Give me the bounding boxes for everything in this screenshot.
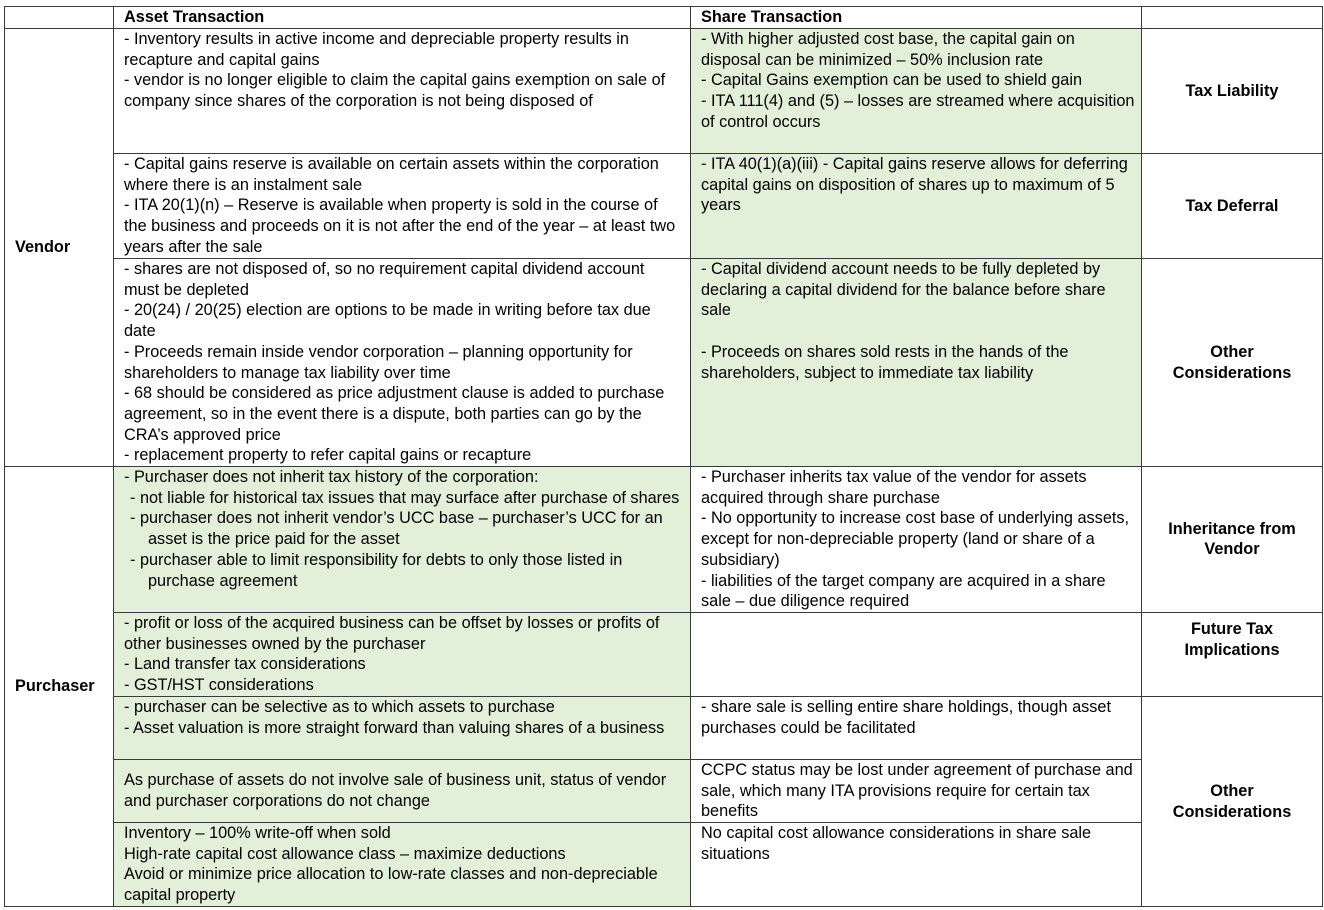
purchaser-other-asset-cell-2 (114, 759, 691, 822)
text-line: - Proceeds on shares sold rests in the hands of the shareholders, subject to immediate tax liability (701, 342, 1069, 382)
text-line: - Capital dividend account needs to be fully depleted by declaring a capital dividend for the balance before share sale (701, 260, 1106, 320)
category-tax-liability: Tax Liability (1142, 29, 1323, 154)
purchaser-inheritance-row (5, 467, 1323, 613)
purchaser-other-row-2 (5, 759, 1323, 822)
blank-line (701, 321, 1135, 342)
text-line: Avoid or minimize price allocation to low-rate classes and non-depreciable capital property (124, 865, 658, 905)
vendor-tax-liability-share-cell (691, 29, 1142, 154)
comparison-table (4, 6, 1323, 907)
header-blank (5, 7, 114, 29)
text-line: - Purchaser does not inherit tax history of the corporation: (124, 468, 539, 487)
purchaser-other-row-3 (5, 823, 1323, 907)
text-line: - vendor is no longer eligible to claim the capital gains exemption on sale of company since shares of the corporation is not being disposed of (124, 71, 666, 111)
purchaser-inheritance-share-cell (691, 467, 1142, 613)
vendor-tax-liability-row (5, 29, 1323, 154)
category-future-tax-implications: Future Tax Implications (1142, 612, 1323, 696)
purchaser-label: Purchaser (5, 467, 114, 907)
text-line: No capital cost allowance considerations in share sale situations (701, 824, 1092, 863)
purchaser-other-asset-cell-3 (114, 823, 691, 907)
sub-bullet-text: - purchaser able to limit responsibility for debts to only those listed in purchase agreement (130, 550, 623, 590)
header-share-transaction: Share Transaction (691, 7, 1142, 29)
text-line: - Capital gains reserve is available on certain assets within the corporation where there is an instalment sale (124, 155, 659, 194)
vendor-tax-deferral-row (5, 154, 1323, 259)
sub-bullet (124, 488, 684, 509)
purchaser-inheritance-asset-cell (114, 467, 691, 613)
text-line: - shares are not disposed of, so no requirement capital dividend account must be depleted (124, 260, 645, 299)
category-other-considerations-purchaser: Other Considerations (1142, 696, 1323, 906)
text-line: - No opportunity to increase cost base of underlying assets, except for non-depreciable property (land or share of a subsidiary) (701, 509, 1130, 569)
vendor-label: Vendor (5, 29, 114, 467)
purchaser-future-asset-cell (114, 612, 691, 696)
text-line: - GST/HST considerations (124, 676, 314, 695)
text-line: - Purchaser inherits tax value of the vendor for assets acquired through share purchase (701, 468, 1087, 507)
text-line: As purchase of assets do not involve sale of business unit, status of vendor and purchaser corporations do not change (124, 771, 667, 810)
text-line: - profit or loss of the acquired business can be offset by losses or profits of other businesses owned by the purchaser (124, 613, 660, 653)
text-line: - purchaser can be selective as to which assets to purchase (124, 697, 555, 716)
text-line: Inventory – 100% write-off when sold (124, 824, 391, 843)
sub-bullet-text: - not liable for historical tax issues that may surface after purchase of shares (130, 488, 680, 507)
text-line: CCPC status may be lost under agreement of purchase and sale, which many ITA provisions require for certain tax benefits (701, 760, 1133, 821)
header-asset-transaction: Asset Transaction (114, 7, 691, 29)
text-line: - Capital Gains exemption can be used to shield gain (701, 71, 1083, 90)
sub-bullet (124, 508, 684, 549)
vendor-other-asset-cell (114, 259, 691, 467)
sub-bullet (124, 550, 684, 591)
sub-bullet-text: - purchaser does not inherit vendor’s UCC base – purchaser’s UCC for an asset is the price paid for the asset (130, 509, 663, 549)
text-line: - 68 should be considered as price adjustment clause is added to purchase agreement, so in the event there is a dispute, both parties can go by the CRA’s approved price (124, 384, 665, 444)
text-line: - Land transfer tax considerations (124, 655, 366, 674)
category-inheritance-from-vendor: Inheritance from Vendor (1142, 467, 1323, 613)
text-line: - replacement property to refer capital gains or recapture (124, 446, 532, 465)
text-line: - ITA 40(1)(a)(iii) - Capital gains reserve allows for deferring capital gains on disposition of shares up to maximum of 5 years (701, 155, 1128, 215)
header-row (5, 7, 1323, 29)
text-line: - 20(24) / 20(25) election are options to be made in writing before tax due date (124, 301, 651, 341)
text-line: - Proceeds remain inside vendor corporation – planning opportunity for shareholders to manage tax liability over time (124, 342, 633, 382)
text-line: - ITA 20(1)(n) – Reserve is available when property is sold in the course of the business and proceeds on it is not after the end of the year – at least two years after the sale (124, 196, 676, 256)
purchaser-future-share-cell (691, 612, 1142, 696)
text-line: - Inventory results in active income and depreciable property results in recapture and capital gains (124, 30, 629, 69)
purchaser-other-asset-cell-1 (114, 696, 691, 759)
text-line: - liabilities of the target company are acquired in a share sale – due diligence required (701, 571, 1106, 611)
vendor-tax-liability-asset-cell (114, 29, 691, 154)
header-category (1142, 7, 1323, 29)
text-line: High-rate capital cost allowance class – maximize deductions (124, 844, 566, 863)
purchaser-other-row-1 (5, 696, 1323, 759)
category-other-considerations-vendor: Other Considerations (1142, 259, 1323, 467)
vendor-other-share-cell (691, 259, 1142, 467)
purchaser-future-row (5, 612, 1323, 696)
text-line: - Asset valuation is more straight forward than valuing shares of a business (124, 718, 665, 737)
purchaser-other-share-cell-3 (691, 823, 1142, 907)
vendor-tax-deferral-share-cell (691, 154, 1142, 259)
category-tax-deferral: Tax Deferral (1142, 154, 1323, 259)
vendor-other-row (5, 259, 1323, 467)
text-line: - ITA 111(4) and (5) – losses are streamed where acquisition of control occurs (701, 92, 1135, 131)
text-line: - With higher adjusted cost base, the capital gain on disposal can be minimized – 50% inclusion rate (701, 30, 1075, 69)
text-line: - share sale is selling entire share holdings, though asset purchases could be facilitated (701, 697, 1111, 737)
purchaser-other-share-cell-1 (691, 696, 1142, 759)
vendor-tax-deferral-asset-cell (114, 154, 691, 259)
purchaser-other-share-cell-2 (691, 759, 1142, 822)
